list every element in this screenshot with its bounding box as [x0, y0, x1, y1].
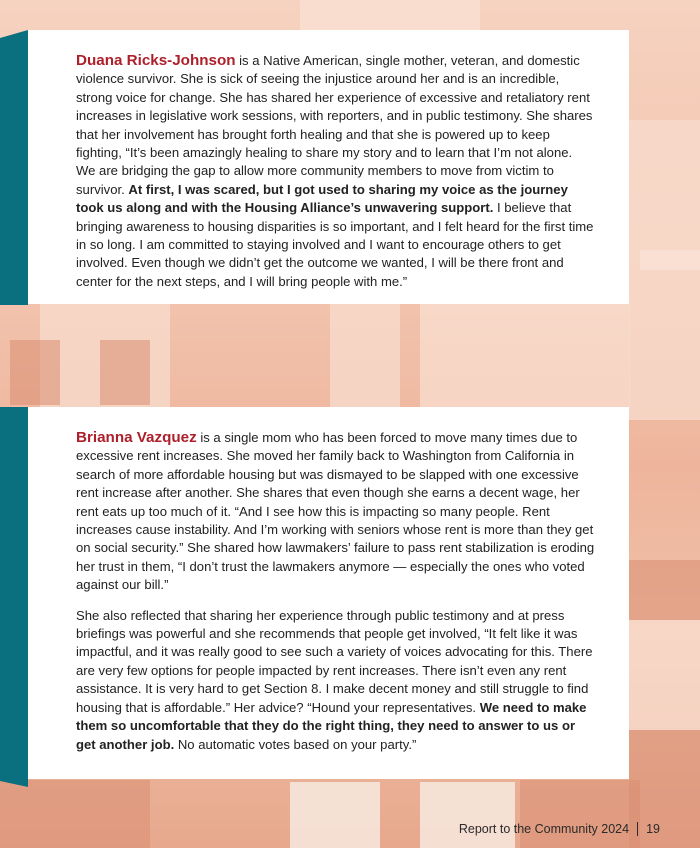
story-quote-bold: We need to make them so uncomfortable that they do the right thing, they need to answer to us or get another job. — [76, 699, 587, 752]
page-number: 19 — [646, 822, 660, 836]
person-name: Duana Ricks-Johnson — [76, 52, 236, 69]
story-text: No automatic votes based on your party.” — [174, 736, 417, 752]
page-footer — [459, 822, 660, 836]
story-quote-bold: At first, I was scared, but I got used to sharing my voice as the journey took us along and with the Housing Alliance’s unwavering support. — [76, 181, 568, 216]
story-paragraph — [76, 607, 595, 754]
teal-accent-bar — [0, 407, 28, 787]
protest-sign — [290, 782, 380, 848]
report-title: Report to the Community 2024 — [458, 822, 630, 836]
story-paragraph — [76, 52, 595, 291]
person-name: Brianna Vazquez — [76, 429, 197, 446]
story-text: is a Native American, single mother, veteran, and domestic violence survivor. She is sick of seeing the injustice around her and is an incredible, strong voice for change. She has shared her experience of excessive and retaliatory rent increases in legislative work sessions, with reporters, and in public testimony. She shares that her involvement has brought forth healing and that she is powered up to keep fighting, “It’s been amazingly healing to share my story and to learn that I’m not alone. We are bridging the gap to allow more community members to move from victim to survivor. — [76, 53, 593, 197]
story-text: I believe that bringing awareness to housing disparities is so important, and I felt heard for the first time in so long. I am committed to staying involved and I want to encourage others to get involved. Even though we didn’t get the outcome we wanted, I will be there front and center for the next steps, and I will bring people with me.” — [76, 200, 594, 289]
story-card-duana — [28, 30, 629, 304]
protest-sign — [420, 782, 515, 848]
story-text: is a single mom who has been forced to move many times due to excessive rent increases. She moved her family back to Washington from California in search of more affordable housing but was dismayed to be slapped with one excessive rent increase after another. She shares that even though she earns a decent wage, her rent eats up too much of it. “And I see how this is impacting so many people. Rent increases cause instability. And I’m working with seniors whose rent is more than they get on social security.” She shared how lawmakers’ failure to pass rent stabilization is eroding her trust in them, “I don’t trust the lawmakers anymore — especially the ones who voted against our bill.” — [76, 430, 595, 593]
teal-accent-bar — [0, 30, 28, 305]
story-card-brianna — [28, 407, 629, 779]
story-text: She also reflected that sharing her experience through public testimony and at press briefings was powerful and she recommends that people get involved, “It felt like it was impactful, and it was really good to see such a variety of voices advocating for this. There are very few options for people impacted by rent increases. There isn’t even any rent assistance. It is very hard to get Section 8. I make decent money and still struggle to find housing that is affordable.” Her advice? “Hound your representatives. — [76, 607, 593, 715]
story-paragraph — [76, 429, 595, 595]
footer-divider — [637, 822, 638, 836]
